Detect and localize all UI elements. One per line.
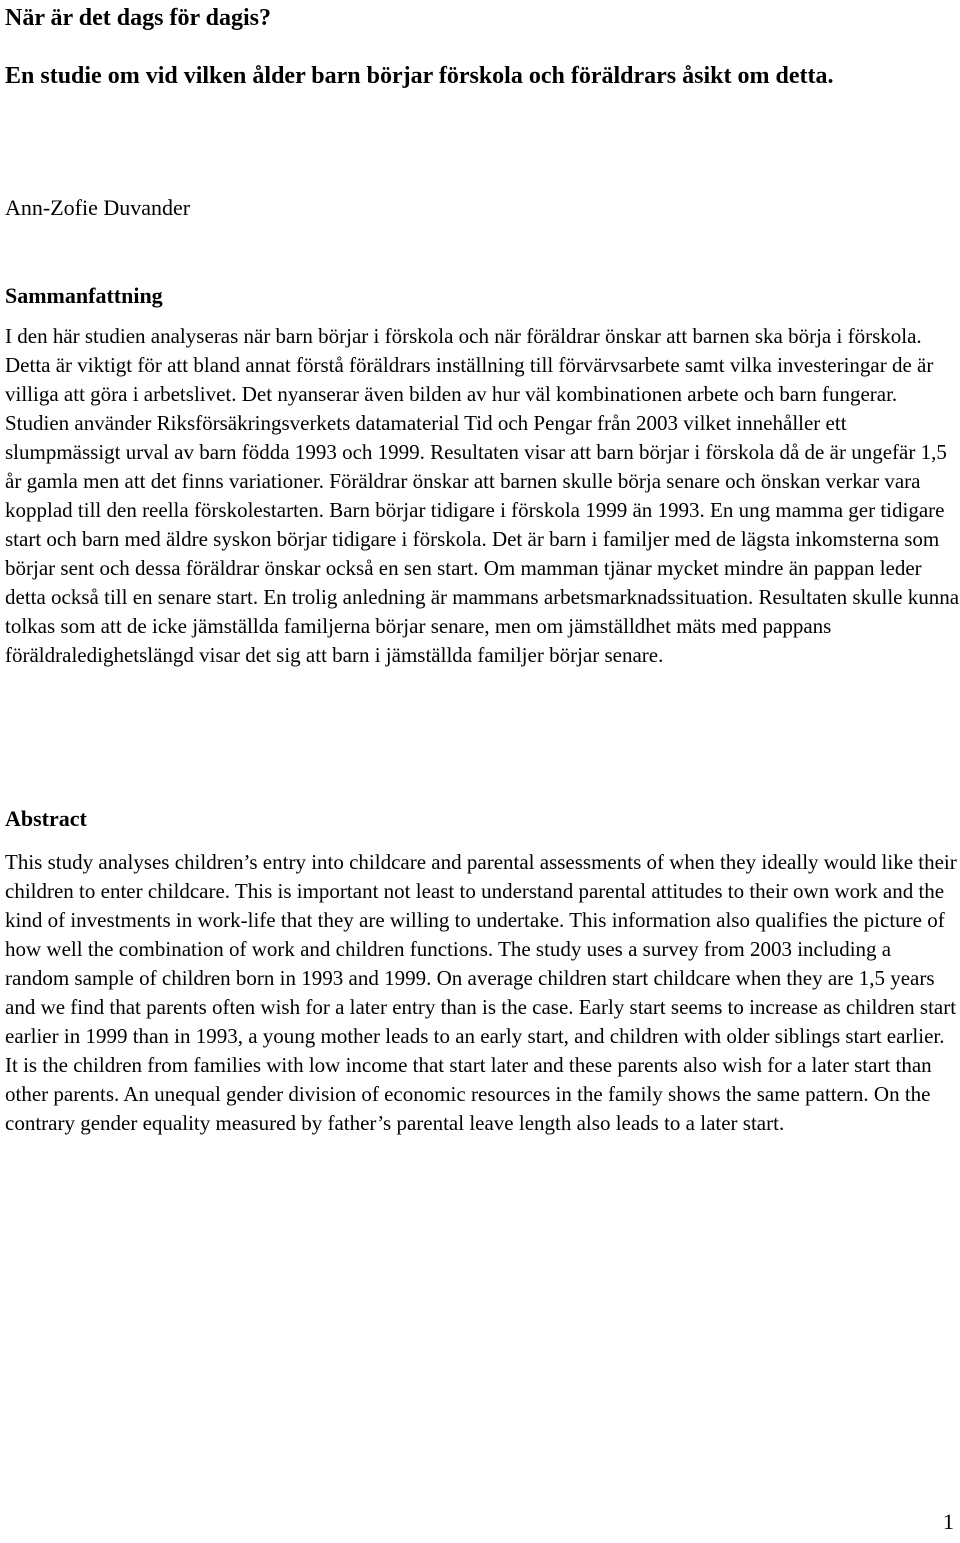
abstract-paragraph: This study analyses children’s entry into childcare and parental assessments of when they ideally would like their children to enter childcare. This is important not least to understand parental attitudes to their own work and the kind of investments in work-life that they are willing to undertake. This information also qualifies the picture of how well the combination of work and children functions. The study uses a survey from 2003 including a random sample of children born in 1993 and 1999. On average children start childcare when they are 1,5 years and we find that parents often wish for a later entry than is the case. Early start seems to increase as children start earlier in 1999 than in 1993, a young mother leads to an early start, and children with older siblings start earlier. It is the children from families with low income that start later and these parents also wish for a later start than other parents. An unequal gender division of economic resources in the family shows the same pattern. On the contrary gender equality measured by father’s parental leave length also leads to a later start. (5, 850, 957, 1135)
summary-paragraph: I den här studien analyseras när barn börjar i förskola och när föräldrar önskar att barnen ska börja i förskola. Detta är viktigt för att bland annat förstå föräldrars inställning till förvärvsarbete samt vilka investeringar de är villiga att göra i arbetslivet. Det nyanserar även bilden av hur väl kombinationen arbete och barn fungerar. Studien använder Riksförsäkringsverkets datamaterial Tid och Pengar från 2003 vilket innehåller ett slumpmässigt urval av barn födda 1993 och 1999. Resultaten visar att barn börjar i förskola då de är ungefär 1,5 år gamla men att det finns variationer. Föräldrar önskar att barnen skulle börja senare och önskan verkar vara kopplad till den reella förskolestarten. Barn börjar tidigare i förskola 1999 än 1993. En ung mamma ger tidigare start och barn med äldre syskon börjar tidigare i förskola. Det är barn i familjer med de lägsta inkomsterna som börjar sent och dessa föräldrar önskar också en sen start. Om mamman tjänar mycket mindre än pappan leder detta också till en senare start. En trolig anledning är mammans arbetsmarknadssituation. Resultaten skulle kunna tolkas som att de icke jämställda familjerna börjar senare, men om jämställdhet mäts med pappans föräldraledighetslängd visar det sig att barn i jämställda familjer börjar senare. (5, 324, 960, 667)
summary-heading: Sammanfattning (5, 283, 163, 308)
author-name: Ann-Zofie Duvander (5, 195, 191, 220)
document-subtitle: En studie om vid vilken ålder barn börjar förskola och föräldrars åsikt om detta. (5, 63, 834, 89)
page-number: 1 (943, 1509, 954, 1534)
document-title: När är det dags för dagis? (5, 5, 272, 31)
abstract-heading: Abstract (5, 806, 87, 831)
